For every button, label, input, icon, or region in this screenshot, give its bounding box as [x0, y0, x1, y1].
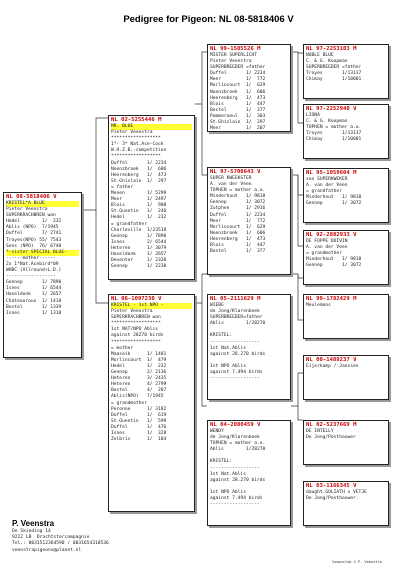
pedigree-line: SUPERKRACHBREN won: [6, 213, 56, 219]
pedigree-line: Noenzbroek 1/ 606: [210, 230, 266, 236]
pedigree-line: St.Ghislain 1/ 297: [210, 120, 266, 126]
pedigree-line: Blois 1/ 447: [210, 101, 266, 107]
pedigree-line: Gennep 1/ 3072: [306, 201, 362, 207]
ggm-mm-mother-card[interactable]: [303, 481, 389, 526]
pedigree-line: De Jong/Posthouwer: [306, 435, 356, 441]
pedigree-line: Gennep 1/ 2238: [111, 264, 167, 270]
pedigree-line: St.Quentin 1/ 599: [111, 418, 167, 424]
pedigree-line: 1st NPO Ablis: [210, 363, 246, 369]
pigeon-name: DE FOPPE DUIVIN: [306, 239, 348, 244]
paternal-grandmother-card[interactable]: [207, 167, 291, 275]
ring-number: NL 92-2882933 V: [306, 232, 357, 238]
pedigree-line: Isnes 1/ 1318: [6, 310, 62, 316]
pigeon-name: LIONA: [306, 113, 320, 118]
pedigree-line: Meer 1/ 2497: [111, 197, 167, 203]
ring-number: NL 02-5237669 M: [306, 422, 357, 428]
owner-email[interactable]: veenstrapigeons@planet.nl: [12, 547, 82, 553]
footer-credit: Compuclub © P. Veenstra: [332, 560, 382, 564]
pedigree-line: de Jong/Klarenbeek: [210, 435, 260, 441]
pedigree-line: Blois 1/ 447: [210, 243, 266, 249]
pigeon-name: KRISTEL - 1st NPO -: [111, 303, 192, 309]
pedigree-line: Duffel 7/ 2741: [6, 231, 62, 237]
pedigree-line: KRISTEL:: [210, 333, 233, 339]
pedigree-line: = grandmother: [111, 400, 147, 406]
pedigree-line: Morlincourt 1/ 629: [210, 224, 266, 230]
pedigree-line: Pieter Veenstra: [111, 130, 153, 136]
pedigree-line: *-sister SPECIAL BLUE-: [6, 250, 79, 256]
pedigree-line: Duffel 1/ 2234: [210, 212, 266, 218]
pedigree-line: ------------------: [210, 465, 260, 471]
pedigree-line: Maaseik 1/ 1481: [111, 351, 167, 357]
pedigree-line: A. van der Veen: [210, 182, 252, 188]
pedigree-line: Bostel 4/ 287: [111, 388, 167, 394]
pedigree-line: Heteren 4/ 2799: [111, 382, 167, 388]
pedigree-line: against 7.494 birds: [210, 370, 263, 376]
pedigree-line: Minderhout 1/ 9818: [306, 195, 362, 201]
ring-number: NL 99-1585526 M: [210, 46, 261, 52]
pedigree-line: Ablis(NPO) 7/1945: [111, 394, 164, 400]
pedigree-line: Sens (NPO) 76/ 6740: [6, 243, 62, 249]
pedigree-line: Haseldonk 1/ 2657: [111, 251, 167, 257]
pedigree-line: = grandfather: [306, 189, 342, 195]
ring-number: NL 03-1166345 V: [306, 483, 357, 489]
pedigree-line: against 28.270 birds: [210, 351, 266, 357]
pedigree-line: SUPERBREEDER =father: [306, 65, 362, 71]
pedigree-line: Haseldonk 1/ 2657: [6, 292, 62, 298]
pedigree-line: ******************: [111, 154, 161, 160]
ring-number: NL 97-2253103 M: [306, 46, 357, 52]
pedigree-line: ------------------: [6, 274, 56, 280]
pedigree-line: Duffel 1/ 2234: [111, 160, 167, 166]
pedigree-line: Heerenberg 1/ 473: [111, 172, 167, 178]
pigeon-name: WIEBE: [210, 303, 224, 308]
pedigree-line: Zutphen 1/ 2916: [210, 206, 266, 212]
ring-number: NL 04-2080459 V: [210, 422, 261, 428]
pedigree-line: Gennep 1/ 7890: [111, 233, 167, 239]
pedigree-line: against 28270 birds: [111, 333, 164, 339]
pedigree-line: Chateauroux 1/ 1418: [6, 298, 62, 304]
pedigree-line: Zelbris 1/ 184: [111, 437, 167, 443]
pedigree-line: Gennep 2/ 2136: [111, 370, 167, 376]
maternal-grandfather-card[interactable]: [207, 294, 291, 400]
pedigree-line: Hedel 1/ 232: [6, 219, 62, 225]
pigeon-name: Meulemans: [306, 303, 331, 308]
ggf-mother-father-card[interactable]: [303, 168, 389, 223]
pedigree-line: ******************: [111, 136, 161, 142]
pedigree-line: 1st Nat.Ablis: [210, 471, 246, 477]
pedigree-line: Heerenberg 1/ 473: [210, 236, 266, 242]
owner-name: P. Veenstra: [12, 519, 55, 528]
ggf-mm-father-card[interactable]: [303, 420, 389, 465]
pedigree-line: TOPHEN = mother a.o.: [210, 441, 266, 447]
pedigree-line: = grandfather: [111, 221, 147, 227]
ring-number: NL 00-1489237 V: [306, 357, 357, 363]
pedigree-line: TOPHEN = mother a.o.: [210, 188, 266, 194]
pedigree-line: against 28.270 birds: [210, 477, 266, 483]
pigeon-name: DE INTELLY: [306, 429, 334, 434]
ring-number: NL 05-2111629 M: [210, 296, 261, 302]
ring-number: NL 06-1097230 V: [111, 296, 162, 302]
pedigree-line: Bostel 1/ 377: [210, 249, 266, 255]
ring-number: NL 95-1059604 M: [306, 170, 357, 176]
pedigree-line: Duffel 1/ 2234: [210, 71, 266, 77]
pedigree-line: ------------------: [210, 502, 260, 508]
pedigree-line: Minderhout 1/ 9818: [306, 257, 362, 263]
pedigree-line: Pieter Veenstra: [210, 59, 252, 65]
pedigree-line: WHBC (Allround+L.D.): [6, 268, 62, 274]
pedigree-line: = grandmother: [306, 251, 342, 257]
pedigree-line: Noenzbroek 1/ 606: [210, 89, 266, 95]
pedigree-line: Bostel 1/ 377: [210, 107, 266, 113]
subject-pigeon-card[interactable]: [3, 192, 82, 358]
pedigree-line: Meer 1/ 772: [210, 77, 266, 83]
ring-number: NL 08-5818406 V: [6, 194, 57, 200]
pedigree-line: C. & G. Koopman: [306, 59, 348, 65]
pedigree-line: Meer 1/ 772: [210, 218, 266, 224]
pigeon-name: Eijerkamp / Janssen: [306, 364, 359, 369]
pedigree-line: W.H.Z.B.-competition: [111, 148, 167, 154]
owner-block: [12, 518, 109, 554]
owner-phone: Tel.: 0031512364590 / 0031654318536: [12, 541, 109, 547]
ring-number: NL 99-1782429 M: [306, 296, 357, 302]
ring-number: NL 02-5255446 M: [111, 117, 162, 123]
pigeon-name: NOBLE BLUE: [306, 53, 334, 58]
pigeon-name: SUPER KWEEKSTER: [210, 176, 252, 181]
pedigree-line: Minderhout 1/ 9818: [210, 194, 266, 200]
pedigree-line: SUPERBREEDER=father: [210, 315, 263, 321]
owner-address: De Skieding 14: [12, 529, 51, 534]
pedigree-line: Duffel 1/ 619: [111, 412, 167, 418]
owner-city: 9222 LB Drachtstercompagnie: [12, 535, 90, 541]
pigeon-name: MISTER SUPERLICHT: [210, 53, 258, 58]
pedigree-line: De Jong/Posthouwer.: [306, 496, 359, 502]
pedigree-line: Chimay 1/10001: [306, 137, 362, 143]
pedigree-line: Deventer 1/ 2328: [111, 258, 167, 264]
maternal-grandmother-card[interactable]: [207, 420, 291, 526]
pedigree-line: Ablis (NPO) 7/1945: [6, 225, 59, 231]
pedigree-line: Gennep 1/ 3072: [210, 200, 266, 206]
pigeon-name: son SUPERKWEKER: [306, 177, 348, 182]
pigeon-name: MR. BLUE: [111, 124, 192, 130]
pedigree-line: Troyes 1/13137: [306, 131, 362, 137]
pedigree-line: Pieter Veenstra: [6, 207, 48, 213]
pedigree-line: = father: [111, 184, 134, 190]
pedigree-line: Peronne 1/ 3182: [111, 406, 167, 412]
pedigree-line: Troyes 1/13137: [306, 71, 362, 77]
pedigree-line: ------mother------: [6, 255, 56, 261]
page-title: Pedigree for Pigeon: NL 08-5818406 V: [123, 14, 294, 25]
ggm-mf-mother-card[interactable]: [303, 355, 389, 400]
pedigree-line: 1st Nat.Ablis: [210, 345, 246, 351]
pedigree-line: 2x 1*Nat.Acebird*09: [6, 261, 59, 267]
pedigree-line: against 7.494 birds: [210, 496, 263, 502]
pedigree-line: Isnes 2/ 6544: [111, 239, 167, 245]
pedigree-line: KRISTEL:: [210, 459, 233, 465]
pedigree-line: Heerenberg 1/ 473: [210, 95, 266, 101]
pedigree-line: Charleville 1/23518: [111, 227, 167, 233]
pedigree-line: Morlincourt 1/ 479: [111, 357, 167, 363]
pedigree-line: Pommeroeul 1/ 303: [210, 113, 266, 119]
pedigree-line: 1*- 3* Nat.Ace-Cock: [111, 142, 164, 148]
pedigree-line: Gennep 1/ 7890: [6, 280, 62, 286]
pedigree-line: A. van der Veen: [306, 183, 348, 189]
pedigree-line: SUPERBREEDER =father: [210, 65, 266, 71]
pedigree-line: Gennep 1/ 3072: [306, 263, 362, 269]
pedigree-line: ******************: [111, 339, 161, 345]
pedigree-line: Chimay 1/10001: [306, 77, 362, 83]
pedigree-line: Hedel 1/ 232: [111, 363, 167, 369]
ring-number: NL 97-5700643 V: [210, 169, 261, 175]
ggf-mf-father-card[interactable]: [303, 294, 389, 339]
pedigree-line: de Jong/Klarenbeek: [210, 309, 260, 315]
pigeon-name: KRISTEL*A BLUE: [6, 201, 79, 207]
pedigree-line: 1st NAT/NPO Ablis: [111, 327, 159, 333]
pedigree-line: St.Ghislain 1/ 297: [111, 178, 167, 184]
pedigree-line: TOPHEN = mother a.o.: [306, 125, 362, 131]
pedigree-line: SUPERKRACHBREN won: [111, 315, 161, 321]
pedigree-line: St.Quentin 1/ 246: [111, 209, 167, 215]
pigeon-name: WENDY: [210, 429, 224, 434]
pedigree-line: 1st NPO Ablis: [210, 489, 246, 495]
pedigree-line: Ablis 1/28270: [210, 447, 266, 453]
pedigree-line: Hedel 1/ 232: [111, 215, 167, 221]
pigeon-name: daught.GOLIATH x VETJE: [306, 490, 367, 495]
pedigree-line: Menen 1/ 5299: [111, 191, 167, 197]
ggm-father-mother-card[interactable]: [303, 104, 389, 159]
pedigree-line: Isnes 1/ 6544: [6, 286, 62, 292]
pedigree-line: Isnes 1/ 328: [111, 430, 167, 436]
pedigree-line: Ablis 1/28270: [210, 321, 266, 327]
pedigree-line: A. van der Veen: [306, 245, 348, 251]
pedigree-line: Heteren 3/ 2435: [111, 376, 167, 382]
pedigree-line: ------------------: [210, 339, 260, 345]
pedigree-line: Duffel 1/ 476: [111, 424, 167, 430]
paternal-grandfather-card[interactable]: [207, 44, 291, 132]
pedigree-line: Troyes(NPO) 55/ 7543: [6, 237, 62, 243]
ring-number: NL 97-2252940 V: [306, 106, 357, 112]
ggf-father-father-card[interactable]: [303, 44, 389, 99]
pedigree-line: Heteren 1/ 3079: [111, 245, 167, 251]
pedigree-line: ******************: [111, 321, 161, 327]
pedigree-line: Noenzbroek 1/ 606: [111, 166, 167, 172]
pedigree-line: Blois 1/ 908: [111, 203, 167, 209]
pedigree-line: = mother: [111, 345, 134, 351]
pedigree-line: C. & G. Koopman: [306, 119, 348, 125]
pedigree-line: Morlincourt 1/ 629: [210, 83, 266, 89]
pedigree-line: ------------------: [210, 376, 260, 382]
ggm-mother-mother-card[interactable]: [303, 230, 389, 285]
pedigree-line: Meer 1/ 207: [210, 126, 266, 132]
father-card[interactable]: [108, 115, 195, 280]
mother-card[interactable]: [108, 294, 195, 512]
pedigree-line: Bostel 1/ 1339: [6, 304, 62, 310]
pedigree-line: Pieter Veenstra: [111, 309, 153, 315]
